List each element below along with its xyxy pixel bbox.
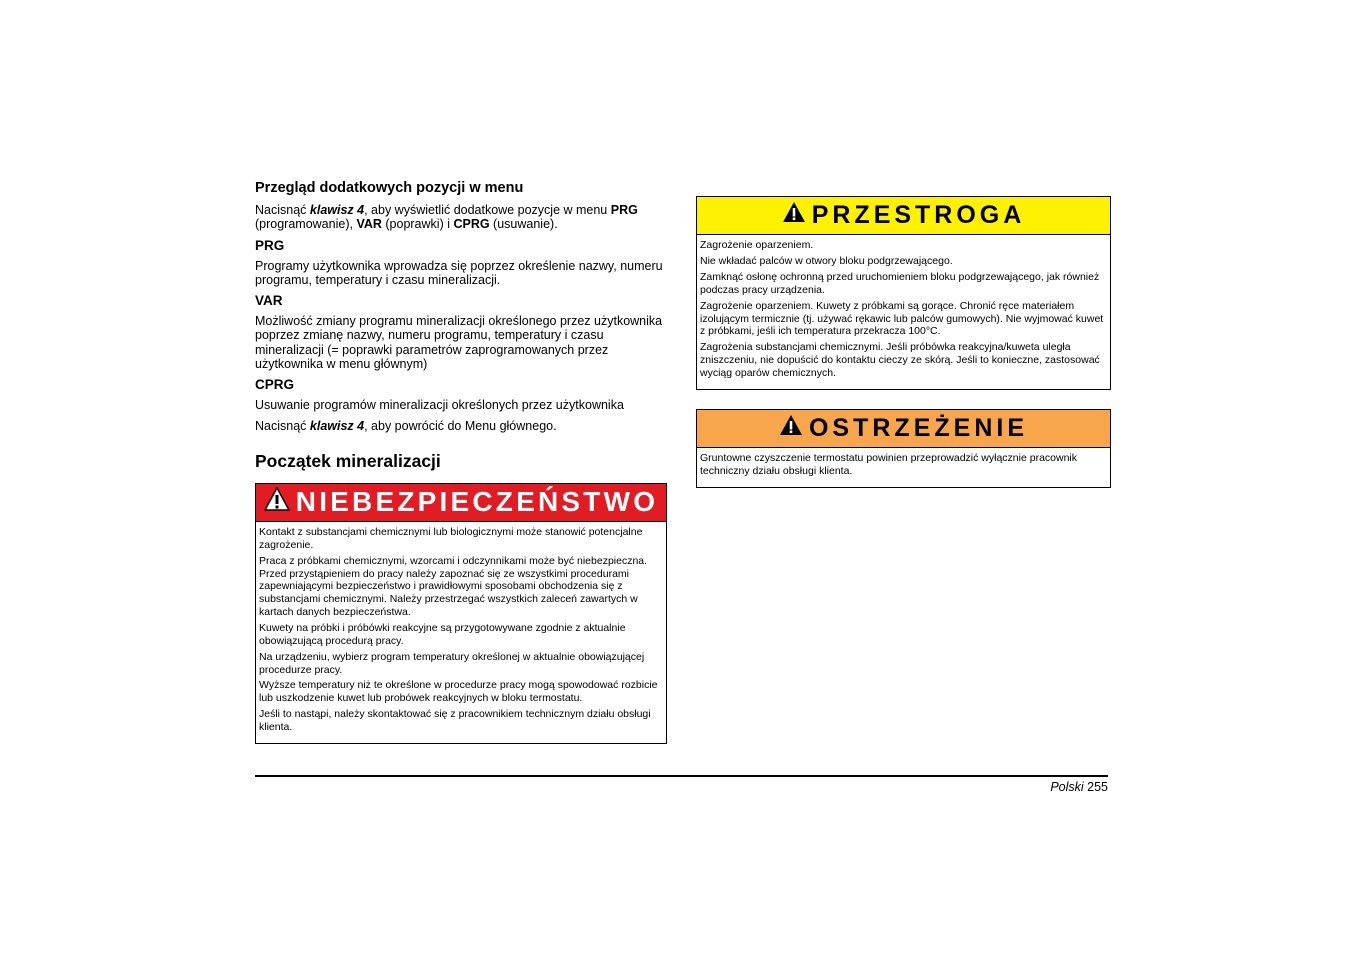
return-paragraph: Nacisnąć klawisz 4, aby powrócić do Menu głównego. <box>255 418 557 433</box>
danger-header <box>256 484 666 522</box>
danger-paragraph: Na urządzeniu, wybierz program temperatury określonej w aktualnie obowiązującej procedurze pracy. <box>259 650 645 676</box>
warning-title: OSTRZEŻENIE <box>808 413 1028 442</box>
caution-paragraph: Zamknąć osłonę ochronną przed uruchomieniem bloku podgrzewającego, jak również podczas pracy urządzenia. <box>700 270 1100 296</box>
warning-triangle-icon <box>264 486 290 518</box>
section-heading: Początek mineralizacji <box>255 450 441 471</box>
danger-body <box>256 522 666 743</box>
caution-body <box>697 235 1110 389</box>
danger-title: NIEBEZPIECZEŃSTWO <box>295 486 659 518</box>
warning-triangle-icon <box>782 201 806 230</box>
overview-heading: Przegląd dodatkowych pozycji w menu <box>255 180 524 196</box>
danger-paragraph: Kontakt z substancjami chemicznymi lub biologicznymi może stanowić potencjalne zagrożenie. <box>259 525 643 551</box>
var-heading: VAR <box>255 293 283 309</box>
prg-heading: PRG <box>255 237 285 253</box>
cprg-description: Usuwanie programów mineralizacji określonych przez użytkownika <box>255 398 624 413</box>
danger-paragraph: Jeśli to nastąpi, należy skontaktować się z pracownikiem technicznym działu obsługi klienta. <box>259 708 651 734</box>
page-footer <box>1050 780 1108 794</box>
var-description: Możliwość zmiany programu mineralizacji określonego przez użytkownika poprzez zmianę nazwy, numeru programu, temperatury i czasu mineralizacji (= poprawki parametrów zaprogramowanych przez użytkownika w menu głównym) <box>255 314 663 372</box>
key-4-label: klawisz 4 <box>309 418 365 433</box>
caution-paragraph: Zagrożenia substancjami chemicznymi. Jeśli próbówka reakcyjna/kuweta uległa zniszczeniu, nie dopuścić do kontaktu cieczy ze skórą. Jeśli to konieczne, zastosować wyciąg oparów chemicznych. <box>700 341 1100 379</box>
footer-rule <box>255 775 1108 777</box>
caution-header <box>697 197 1110 235</box>
danger-paragraph: Wyższe temperatury niż te określone w procedurze pracy mogą spowodować rozbicie lub uszkodzenie kuwet lub probówek reakcyjnych w bloku termostatu. <box>259 679 658 705</box>
caution-title: PRZESTROGA <box>811 201 1026 229</box>
danger-paragraph: Kuwety na próbki i próbówki reakcyjne są przygotowywane zgodnie z aktualnie obowiązującą procedurą pracy. <box>259 621 626 647</box>
warning-body <box>697 448 1110 487</box>
left-column <box>255 180 667 744</box>
danger-box <box>255 483 667 744</box>
key-4-label: klawisz 4 <box>309 203 365 217</box>
caution-box <box>696 196 1111 390</box>
caution-paragraph: Zagrożenie oparzeniem. Kuwety z próbkami są gorące. Chronić ręce materiałem izolującym termicznie (tj. używać rękawic lub palców gumowych). Nie wyjmować kuwet z próbkami, jeśli ich temperatura przekracza 100°C. <box>700 299 1104 338</box>
caution-paragraph: Zagrożenie oparzeniem. <box>700 239 814 251</box>
danger-paragraph: Praca z próbkami chemicznymi, wzorcami i odczynnikami może być niebezpieczna. Przed przystąpieniem do pracy należy zapoznać się ze wszystkimi procedurami zapewniającymi bezpieczeństwo i prawidłowymi sposobami obchodzenia się z substancjami chemicznymi. Należy przestrzegać wszystkich zaleceń zawartych w kartach danych bezpieczeństwa. <box>259 554 648 618</box>
footer-language: Polski <box>1050 780 1084 794</box>
intro-paragraph: Nacisnąć klawisz 4, aby wyświetlić dodatkowe pozycje w menu PRG (programowanie), VAR (poprawki) i CPRG (usuwanie). <box>255 203 638 232</box>
warning-box <box>696 409 1111 488</box>
page-number: 255 <box>1087 780 1108 794</box>
warning-triangle-icon <box>779 414 803 443</box>
prg-description: Programy użytkownika wprowadza się poprzez określenie nazwy, numeru programu, temperatury i czasu mineralizacji. <box>255 258 663 287</box>
warning-header <box>697 410 1110 448</box>
caution-paragraph: Nie wkładać palców w otwory bloku podgrzewającego. <box>700 254 953 267</box>
warning-paragraph: Gruntowne czyszczenie termostatu powinien przeprowadzić wyłącznie pracownik techniczny działu obsługi klienta. <box>700 451 1078 477</box>
cprg-heading: CPRG <box>255 377 295 393</box>
right-column <box>696 196 1111 488</box>
